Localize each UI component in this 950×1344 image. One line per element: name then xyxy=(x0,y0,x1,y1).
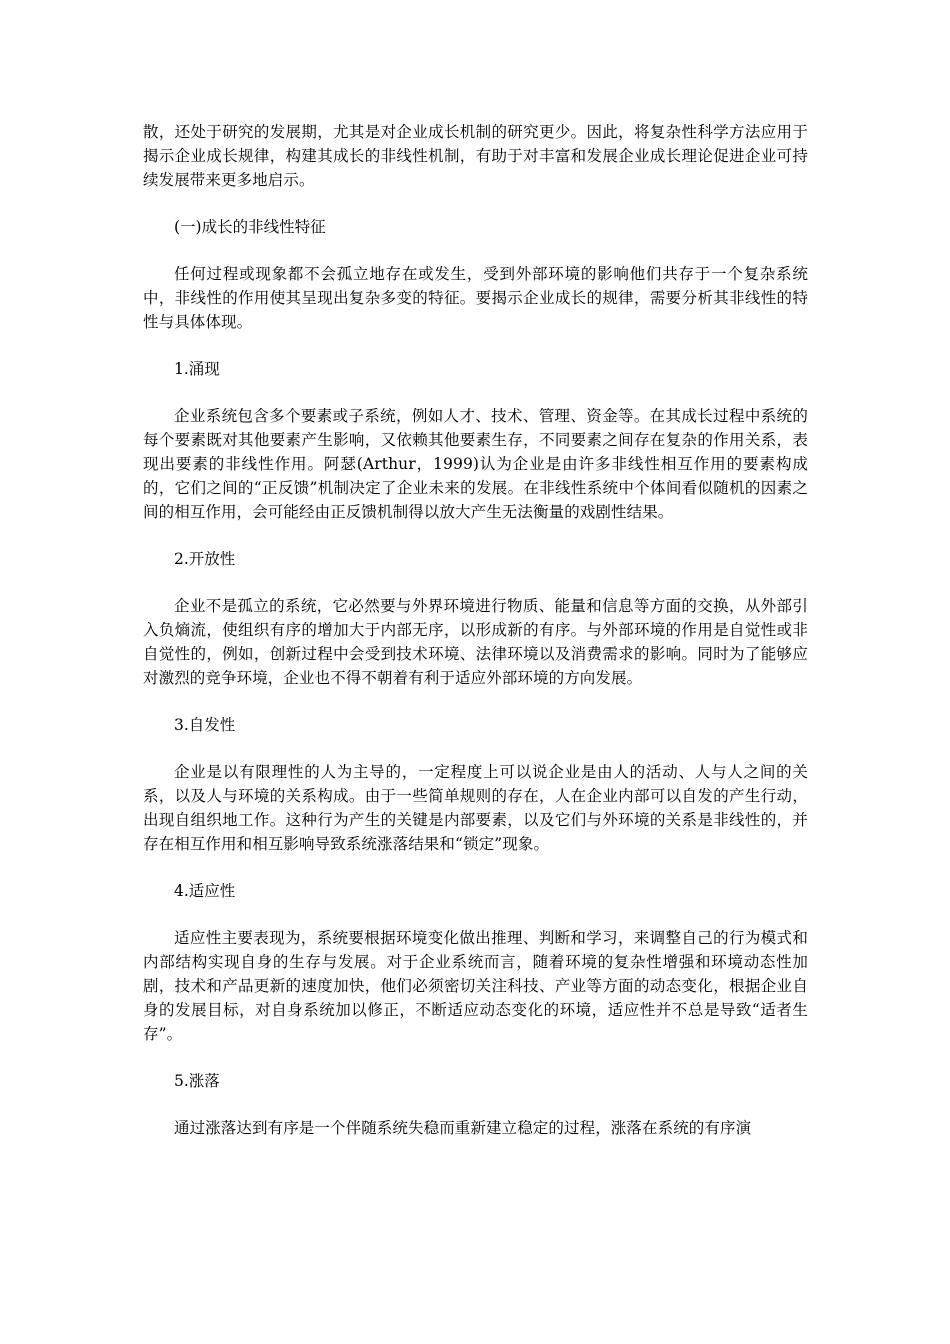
subsection-paragraph-spontaneity: 企业是以有限理性的人为主导的，一定程度上可以说企业是由人的活动、人与人之间的关系，以及人与环境的关系构成。由于一些简单规则的存在，人在企业内部可以自发的产生行动，出现自组织地工作。这种行为产生的关键是内部要素，以及它们与外环境的关系是非线性的，并存在相互作用和相互影响导致系统涨落结果和“锁定”现象。 xyxy=(143,763,808,853)
subsection-heading-emergence: 1.涌现 xyxy=(174,360,220,378)
subsection-heading-openness: 2.开放性 xyxy=(174,550,236,568)
subsection-heading-spontaneity: 3.自发性 xyxy=(174,716,236,734)
subsection-paragraph-openness: 企业不是孤立的系统，它必然要与外界环境进行物质、能量和信息等方面的交换，从外部引入负熵流，使组织有序的增加大于内部无序，以形成新的有序。与外部环境的作用是自觉性或非自觉性的，例如，创新过程中会受到技术环境、法律环境以及消费需求的影响。同时为了能够应对激烈的竞争环境，企业也不得不朝着有利于适应外部环境的方向发展。 xyxy=(143,597,808,687)
intro-paragraph: 散，还处于研究的发展期，尤其是对企业成长机制的研究更少。因此，将复杂性科学方法应用于揭示企业成长规律，构建其成长的非线性机制，有助于对丰富和发展企业成长理论促进企业可持续发展带来更多地启示。 xyxy=(143,123,808,189)
section-paragraph: 任何过程或现象都不会孤立地存在或发生，受到外部环境的影响他们共存于一个复杂系统中，非线性的作用使其呈现出复杂多变的特征。要揭示企业成长的规律，需要分析其非线性的特性与具体体现。 xyxy=(143,265,808,331)
subsection-heading-adaptability: 4.适应性 xyxy=(174,882,236,900)
subsection-paragraph-emergence: 企业系统包含多个要素或子系统，例如人才、技术、管理、资金等。在其成长过程中系统的每个要素既对其他要素产生影响，又依赖其他要素生存，不同要素之间存在复杂的作用关系，表现出要素的非线性作用。阿瑟(Arthur，1999)认为企业是由许多非线性相互作用的要素构成的，它们之间的“正反馈”机制决定了企业未来的发展。在非线性系统中个体间看似随机的因素之间的相互作用，会可能经由正反馈机制得以放大产生无法衡量的戏剧性结果。 xyxy=(143,407,808,521)
document-page xyxy=(143,120,808,1163)
subsection-paragraph-fluctuation: 通过涨落达到有序是一个伴随系统失稳而重新建立稳定的过程，涨落在系统的有序演 xyxy=(174,1119,752,1137)
subsection-paragraph-adaptability: 适应性主要表现为，系统要根据环境变化做出推理、判断和学习，来调整自己的行为模式和内部结构实现自身的生存与发展。对于企业系统而言，随着环境的复杂性增强和环境动态性加剧，技术和产品更新的速度加快，他们必须密切关注科技、产业等方面的动态变化，根据企业自身的发展目标，对自身系统加以修正，不断适应动态变化的环境，适应性并不总是导致“适者生存”。 xyxy=(143,929,808,1043)
subsection-heading-fluctuation: 5.涨落 xyxy=(174,1072,220,1090)
section-heading: (一)成长的非线性特征 xyxy=(174,218,326,236)
